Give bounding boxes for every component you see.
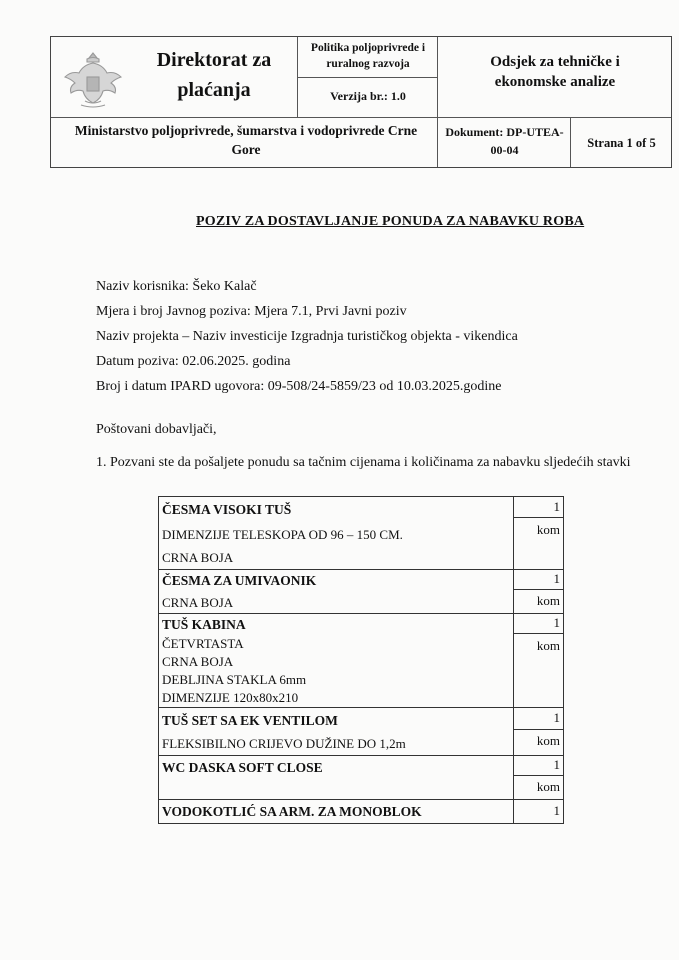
header-divider (51, 117, 671, 118)
info-measure: Mjera i broj Javnog poziva: Mjera 7.1, Prvi Javni poziv (96, 304, 407, 319)
item-qty: 1 (553, 757, 560, 772)
info-contract: Broj i datum IPARD ugovora: 09-508/24-5859/23 od 10.03.2025.godine (96, 379, 502, 394)
item-desc: DIMENZIJE 120x80x210 (162, 690, 299, 705)
coat-of-arms-icon (57, 47, 129, 111)
item-desc: DIMENZIJE TELESKOPA OD 96 – 150 CM. (162, 527, 403, 542)
item-name: TUŠ KABINA (162, 617, 246, 632)
policy-line2: ruralnog razvoja (326, 58, 410, 70)
page-number: Strana 1 of 5 (587, 135, 656, 150)
item-desc: ČETVRTASTA (162, 636, 244, 651)
item-unit: kom (536, 733, 560, 748)
org-name-line1: Direktorat za (156, 48, 272, 71)
item-desc: CRNA BOJA (162, 654, 234, 669)
item-name: ČESMA ZA UMIVAONIK (162, 573, 317, 588)
document-title: POZIV ZA DOSTAVLJANJE PONUDA ZA NABAVKU ROBA (196, 214, 585, 229)
item-desc: CRNA BOJA (162, 550, 234, 565)
item-name: WC DASKA SOFT CLOSE (162, 760, 323, 775)
policy-line1: Politika poljoprivrede i (310, 42, 426, 54)
qty-divider (513, 633, 563, 634)
row-separator (159, 707, 563, 708)
item-unit: kom (536, 593, 560, 608)
item-qty: 1 (553, 615, 560, 630)
item-qty: 1 (553, 499, 560, 514)
version-label: Verzija br.: 1.0 (330, 88, 406, 103)
row-separator (159, 755, 563, 756)
item-qty: 1 (553, 571, 560, 586)
info-project: Naziv projekta – Naziv investicije Izgradnja turističkog objekta - vikendica (96, 329, 518, 344)
qty-divider (513, 517, 563, 518)
ministry-line2: Gore (231, 142, 261, 157)
qty-divider (513, 589, 563, 590)
item-qty: 1 (553, 710, 560, 725)
item-name: ČESMA VISOKI TUŠ (162, 502, 292, 517)
item-desc: FLEKSIBILNO CRIJEVO DUŽINE DO 1,2m (162, 736, 406, 751)
item-desc: CRNA BOJA (162, 595, 234, 610)
item-name: VODOKOTLIĆ SA ARM. ZA MONOBLOK (162, 804, 422, 819)
document-code-line1: Dokument: DP-UTEA- (445, 124, 564, 139)
greeting: Poštovani dobavljači, (96, 422, 217, 437)
item-qty: 1 (553, 803, 560, 818)
document-code-line2: 00-04 (490, 142, 519, 157)
row-separator (159, 569, 563, 570)
item-unit: kom (536, 638, 560, 653)
item-unit: kom (536, 522, 560, 537)
instruction: 1. Pozvani ste da pošaljete ponudu sa tačnim cijenama i količinama za nabavku sljedećih stavki (96, 455, 631, 470)
document-header (50, 36, 672, 168)
qty-divider (513, 729, 563, 730)
item-desc: DEBLJINA STAKLA 6mm (162, 672, 307, 687)
org-name-line2: plaćanja (177, 78, 251, 101)
row-separator (159, 799, 563, 800)
dept-line1: Odsjek za tehničke i (490, 53, 620, 70)
qty-divider (513, 775, 563, 776)
item-unit: kom (536, 779, 560, 794)
header-hline-policy (297, 77, 437, 78)
info-date: Datum poziva: 02.06.2025. godina (96, 354, 291, 369)
dept-line2: ekonomske analize (494, 73, 616, 90)
item-name: TUŠ SET SA EK VENTILOM (162, 713, 338, 728)
ministry-line1: Ministarstvo poljoprivrede, šumarstva i vodoprivrede Crne (74, 123, 418, 138)
items-table (158, 496, 564, 824)
info-beneficiary: Naziv korisnika: Šeko Kalač (96, 279, 257, 294)
row-separator (159, 613, 563, 614)
